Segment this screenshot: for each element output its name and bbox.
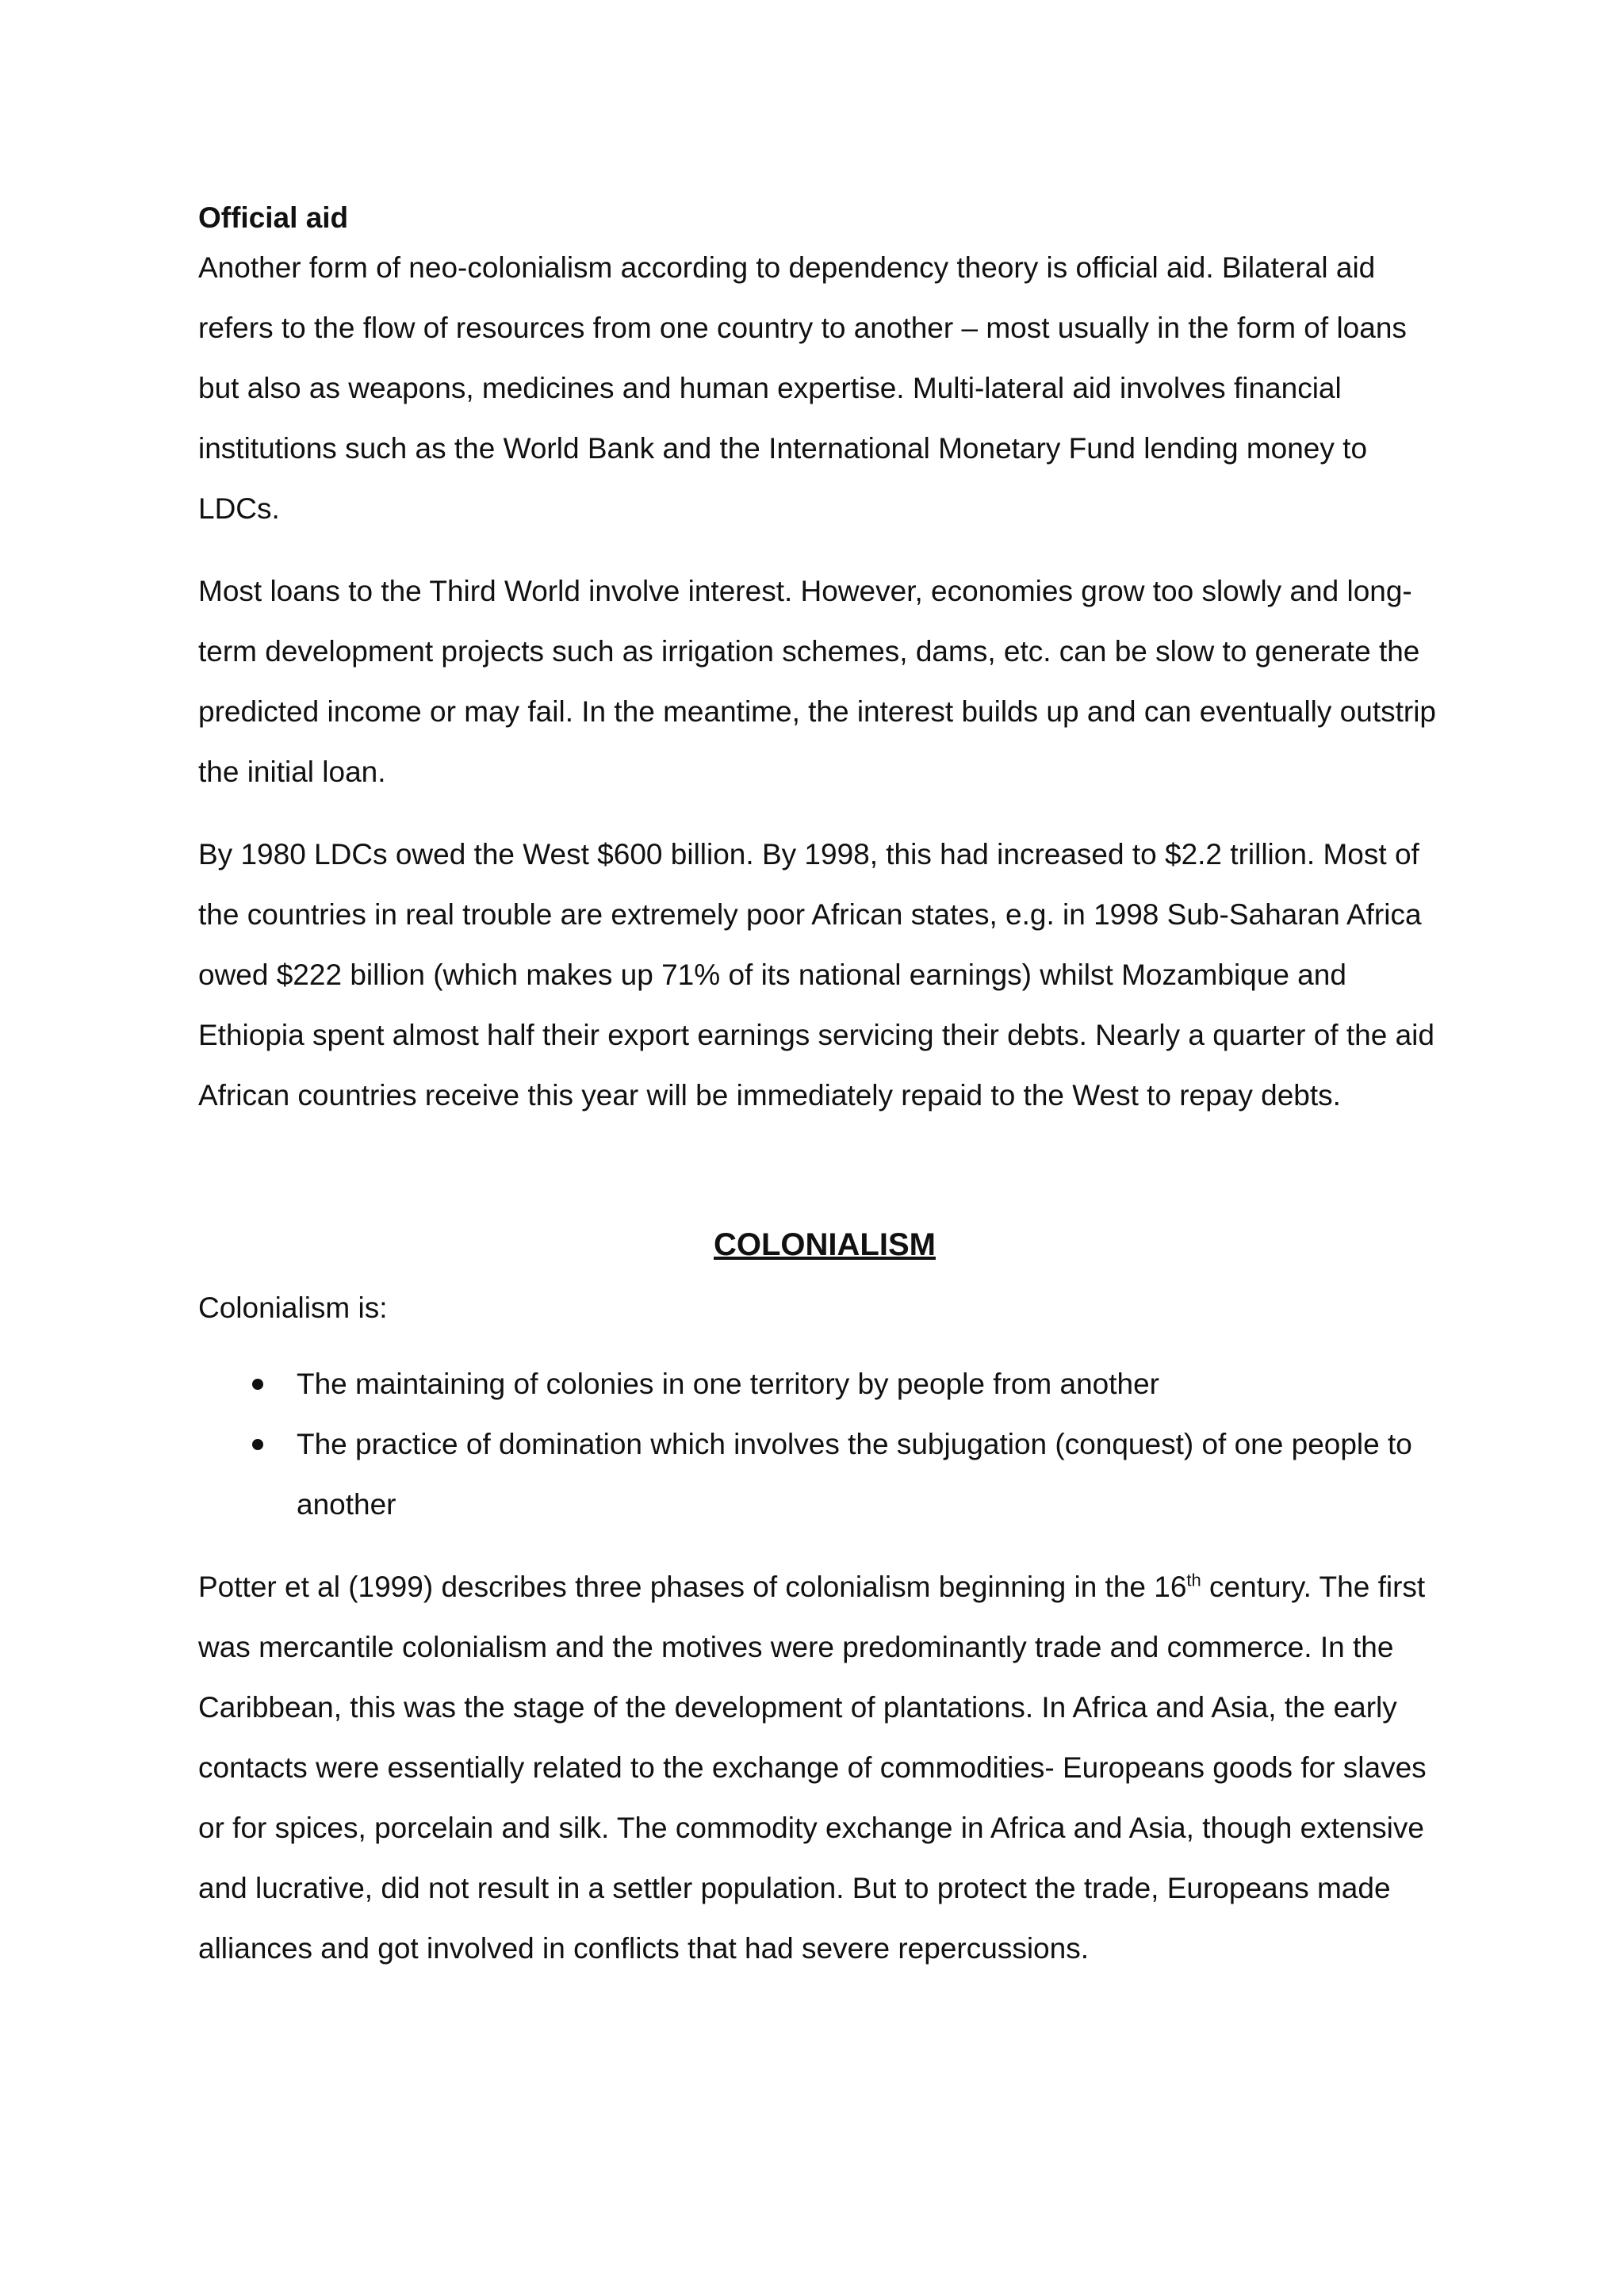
official-aid-paragraph-1: Another form of neo-colonialism according to dependency theory is official aid. Bilateral aid refers to the flow of resources from one country to another – most usually in the form of loans but also as weapons, medicines and human expertise. Multi-lateral aid involves financial institutions such as the World Bank and the International Monetary Fund lending money to LDCs.: [198, 251, 1407, 525]
colonialism-paragraph: [198, 1557, 1451, 1979]
colonialism-paragraph-rest: century. The first was mercantile colonialism and the motives were predominantly trade and commerce. In the Caribbean, this was the stage of the development of plantations. In Africa and Asia, the early contacts were essentially related to the exchange of commodities- Europeans goods for slaves or for spices, porcelain and silk. The commodity exchange in Africa and Asia, though extensive and lucrative, did not result in a settler population. But to protect the trade, Europeans made alliances and got involved in conflicts that had severe repercussions.: [198, 1571, 1427, 1965]
list-item-text: The maintaining of colonies in one territory by people from another: [297, 1368, 1159, 1400]
list-item: [297, 1414, 1451, 1535]
list-item: [297, 1354, 1451, 1414]
colonialism-paragraph-start: Potter et al (1999) describes three phases of colonialism beginning in the 16: [198, 1571, 1187, 1603]
colonialism-definition-list: [198, 1354, 1451, 1535]
bullet-icon: [252, 1379, 263, 1390]
official-aid-paragraph-2: Most loans to the Third World involve interest. However, economies grow too slowly and long-term development projects such as irrigation schemes, dams, etc. can be slow to generate the predicted income or may fail. In the meantime, the interest builds up and can eventually outstrip the initial loan.: [198, 575, 1437, 788]
colonialism-heading: COLONIALISM: [714, 1227, 936, 1262]
list-item-text: The practice of domination which involves the subjugation (conquest) of one people to another: [297, 1428, 1412, 1521]
document-page: [198, 198, 1451, 2001]
colonialism-intro: Colonialism is:: [198, 1292, 388, 1324]
official-aid-paragraph-3: By 1980 LDCs owed the West $600 billion. By 1998, this had increased to $2.2 trillion. Most of the countries in real trouble are extremely poor African states, e.g. in 1998 Sub-Saharan Africa owed $222 billion (which makes up 71% of its national earnings) whilst Mozambique and Ethiopia spent almost half their export earnings servicing their debts. Nearly a quarter of the aid African countries receive this year will be immediately repaid to the West to repay debts.: [198, 838, 1434, 1112]
ordinal-suffix: th: [1186, 1570, 1201, 1590]
bullet-icon: [252, 1439, 263, 1450]
official-aid-heading: Official aid: [198, 201, 349, 234]
